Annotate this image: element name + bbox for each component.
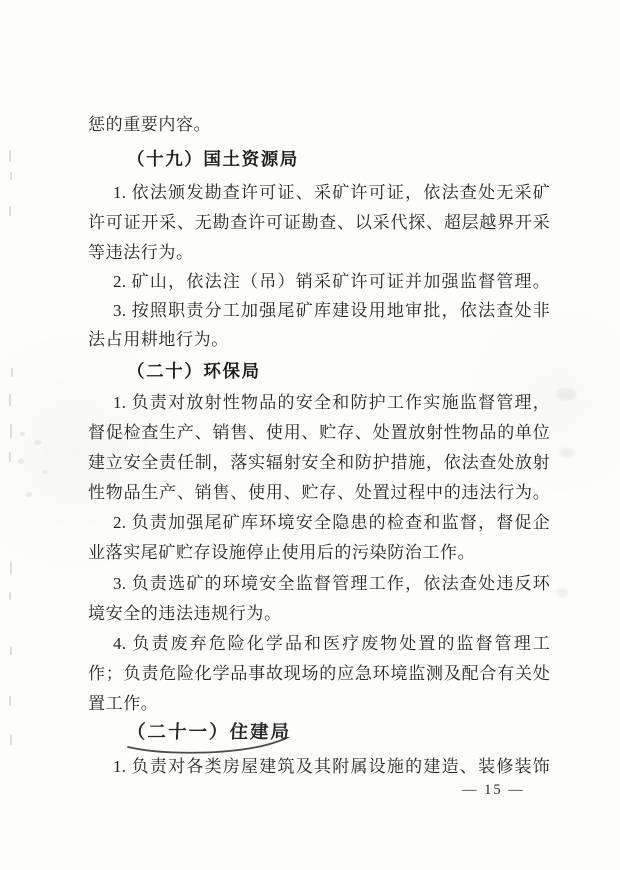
list-item-line: 1. 负责对各类房屋建筑及其附属设施的建造、装修装饰 [113,757,550,776]
paragraph-line: 许可证开采、无勘查许可证勘查、以采代探、超层越界开采 [88,213,550,232]
list-item-line: 4. 负责废弃危险化学品和医疗废物处置的监督管理工 [113,634,550,653]
list-item-line: 3. 按照职责分工加强尾矿库建设用地审批，依法查处非 [113,301,550,320]
section-heading-20: （二十）环保局 [127,361,261,381]
paragraph-line: 惩的重要内容。 [88,115,212,134]
paragraph-line: 业落实尾矿贮存设施停止使用后的污染防治工作。 [88,543,476,562]
list-item-line: 1. 依法颁发勘查许可证、采矿许可证，依法查处无采矿 [113,183,550,202]
list-item-line: 1. 负责对放射性物品的安全和防护工作实施监督管理， [113,393,550,412]
paragraph-line: 法占用耕地行为。 [88,330,229,349]
section-heading-19: （十九）国土资源局 [127,149,299,169]
page-number: — 15 — [462,782,525,798]
paragraph-line: 督促检查生产、销售、使用、贮存、处置放射性物品的单位 [88,423,550,442]
list-item-line: 3. 负责选矿的环境安全监督管理工作，依法查处违反环 [113,574,550,593]
list-item-line: 2. 矿山，依法注（吊）销采矿许可证并加强监督管理。 [113,272,550,291]
paragraph-line: 境安全的违法违规行为。 [88,604,282,623]
paragraph-line: 置工作。 [88,694,159,713]
section-heading-21-handwritten: （二十一）住建局 [126,723,292,743]
paragraph-line: 性物品生产、销售、使用、贮存、处置过程中的违法行为。 [88,483,550,502]
paragraph-line: 建立安全责任制，落实辐射安全和防护措施，依法查处放射 [88,453,550,472]
list-item-line: 2. 负责加强尾矿库环境安全隐患的检查和监督，督促企 [113,513,550,532]
paragraph-line: 作；负责危险化学品事故现场的应急环境监测及配合有关处 [88,664,550,683]
paragraph-line: 等违法行为。 [88,243,194,262]
